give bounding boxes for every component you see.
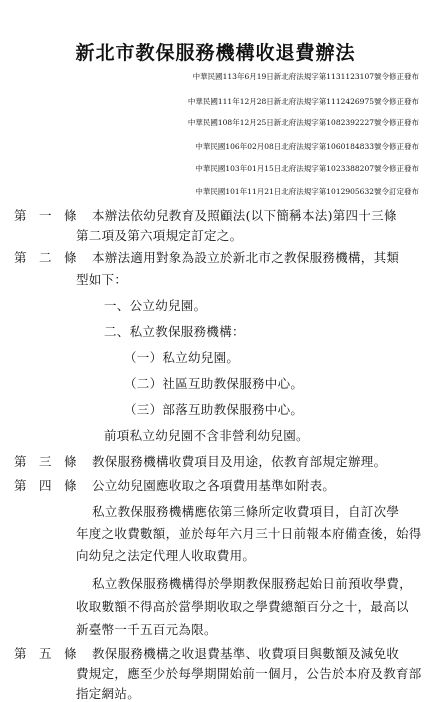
article-4-text: 私立教保服務機構得於學期教保服務起始日前預收學費， bbox=[92, 576, 413, 591]
article-4-text: 新臺幣一千五百元為限。 bbox=[76, 622, 217, 637]
amendment-history-line: 中華民國101年11月21日北府法規字第1012905632號令訂定發布 bbox=[195, 187, 419, 196]
article-4-text: 年度之收費數額，並於每年六月三十日前報本府備查後，始得 bbox=[76, 526, 422, 541]
article-2-text: 前項私立幼兒園不含非營利幼兒園。 bbox=[104, 428, 309, 443]
amendment-history-line: 中華民國103年01月15日北府法規字第1023388207號令修正發布 bbox=[195, 164, 419, 173]
article-2-item: 一、公立幼兒園。 bbox=[104, 298, 207, 313]
article-1-label: 第 一 條 bbox=[14, 208, 77, 223]
article-1-text: 第二項及第六項規定訂定之。 bbox=[76, 228, 243, 243]
article-2-label: 第 二 條 bbox=[14, 250, 77, 265]
article-3-label: 第 三 條 bbox=[14, 454, 77, 469]
article-2-subitem: （三）部落互助教保服務中心。 bbox=[124, 402, 304, 417]
article-2-text: 本辦法適用對象為設立於新北市之教保服務機構，其類 bbox=[92, 250, 400, 265]
article-5-label: 第 五 條 bbox=[14, 646, 77, 661]
article-4-text: 公立幼兒園應收取之各項費用基準如附表。 bbox=[92, 478, 336, 493]
article-4-text: 向幼兒之法定代理人收取費用。 bbox=[76, 548, 256, 563]
amendment-history-line: 中華民國108年12月25日新北府法規字第1082392227號令修正發布 bbox=[187, 118, 419, 127]
article-5-text: 費規定，應至少於每學期開始前一個月，公告於本府及教育部 bbox=[76, 666, 422, 681]
article-5-text: 指定網站。 bbox=[76, 686, 141, 701]
article-1-text: 本辦法依幼兒教育及照顧法(以下簡稱本法)第四十三條 bbox=[92, 208, 397, 223]
article-4-label: 第 四 條 bbox=[14, 478, 77, 493]
amendment-history-line: 中華民國106年02月08日北府法規字第1060184833號令修正發布 bbox=[195, 142, 419, 151]
amendment-history-line: 中華民國111年12月28日新北府法規字第1112426975號令修正發布 bbox=[187, 97, 419, 106]
article-2-subitem: （一）私立幼兒園。 bbox=[124, 350, 240, 365]
amendment-history-line: 中華民國113年6月19日新北府法規字第1131123107號令修正發布 bbox=[192, 72, 419, 81]
article-4-text: 私立教保服務機構應依第三條所定收費項目，自訂次學 bbox=[92, 504, 400, 519]
article-5-text: 教保服務機構之收退費基準、收費項目與數額及減免收 bbox=[92, 646, 400, 661]
article-4-text: 收取數額不得高於當學期收取之學費總額百分之十，最高以 bbox=[76, 599, 409, 614]
article-2-text: 型如下： bbox=[76, 272, 128, 287]
article-2-subitem: （二）社區互助教保服務中心。 bbox=[124, 376, 304, 391]
article-3-text: 教保服務機構收費項目及用途，依教育部規定辦理。 bbox=[92, 454, 387, 469]
document-title: 新北市教保服務機構收退費辦法 bbox=[75, 42, 356, 64]
article-2-item: 二、私立教保服務機構： bbox=[104, 324, 245, 339]
